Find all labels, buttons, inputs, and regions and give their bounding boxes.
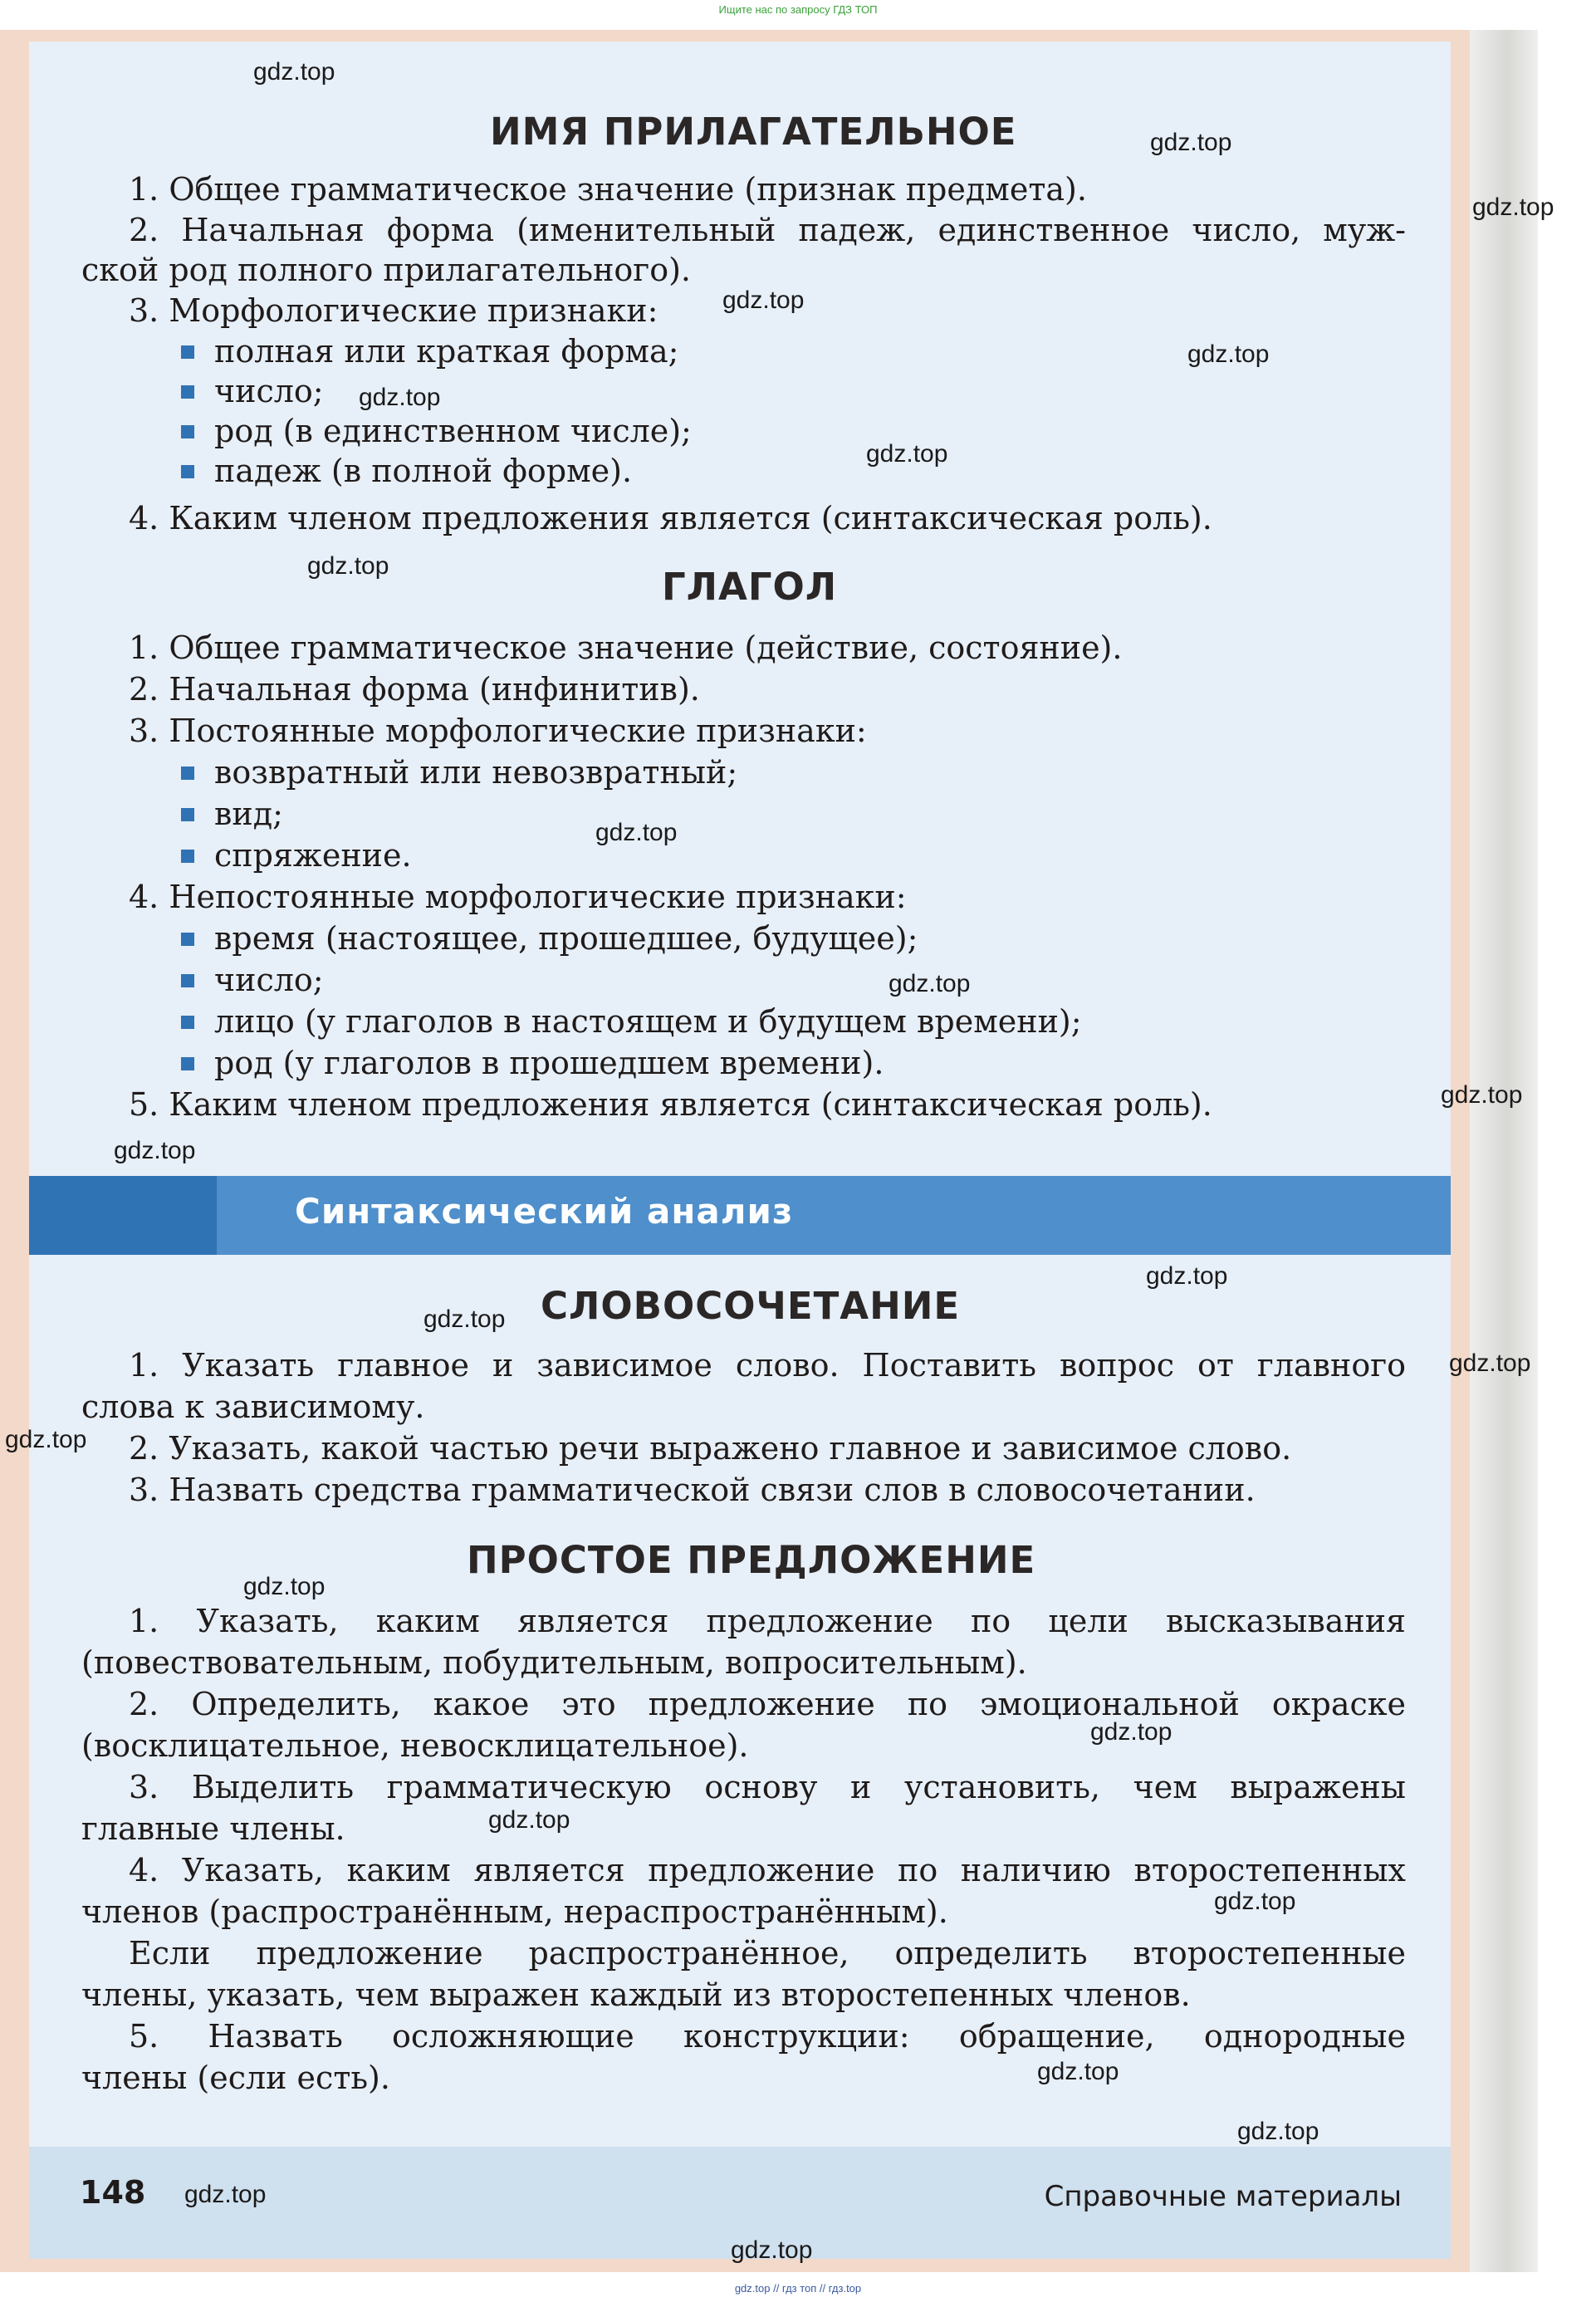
watermark: gdz.top bbox=[1037, 2058, 1119, 2085]
watermark: gdz.top bbox=[866, 440, 948, 468]
watermark: gdz.top bbox=[1214, 1888, 1296, 1915]
sentence-item: (повествовательным, побудительным, вопросительным). bbox=[81, 1644, 1027, 1681]
watermark: gdz.top bbox=[488, 1806, 570, 1834]
watermark: gdz.top bbox=[1187, 340, 1270, 368]
verb-bullet-item: род (у глаголов в прошедшем времени). bbox=[214, 1045, 884, 1081]
phrase-item: 3. Назвать средства грамматической связи слов в словосочетании. bbox=[129, 1472, 1256, 1508]
watermark: gdz.top bbox=[1146, 1262, 1228, 1290]
verb-bullet-item: лицо (у глаголов в настоящем и будущем времени); bbox=[214, 1003, 1082, 1040]
sentence-item: 4. Указать, каким является предложение по наличию второстепенных bbox=[129, 1852, 1406, 1888]
adjective-bullet-item: полная или краткая форма; bbox=[214, 333, 679, 370]
footer-section-title: Справочные материалы bbox=[1044, 2180, 1402, 2213]
watermark: gdz.top bbox=[114, 1137, 196, 1164]
watermark: gdz.top bbox=[253, 58, 335, 86]
verb-item: 3. Постоянные морфологические признаки: bbox=[129, 713, 867, 749]
sentence-item: (восклицательное, невосклицательное). bbox=[81, 1727, 749, 1764]
verb-item: 5. Каким членом предложения является (синтаксическая роль). bbox=[129, 1086, 1212, 1123]
sentence-item: члены, указать, чем выражен каждый из второстепенных членов. bbox=[81, 1976, 1191, 2013]
sentence-item: 3. Выделить грамматическую основу и установить, чем выражены bbox=[129, 1769, 1406, 1805]
sentence-item: 1. Указать, каким является предложение по цели высказывания bbox=[129, 1603, 1406, 1639]
adjective-item: ской род полного прилагательного). bbox=[81, 252, 691, 288]
watermark: gdz.top bbox=[423, 1305, 506, 1333]
verb-bullet-item: время (настоящее, прошедшее, будущее); bbox=[214, 920, 918, 957]
adjective-item: 3. Морфологические признаки: bbox=[129, 292, 658, 329]
verb-heading: ГЛАГОЛ bbox=[662, 565, 838, 609]
verb-bullet-item: вид; bbox=[214, 796, 283, 832]
watermark: gdz.top bbox=[889, 970, 971, 997]
verb-bullet-item: возвратный или невозвратный; bbox=[214, 754, 738, 791]
adjective-item: 2. Начальная форма (именительный падеж, единственное число, муж- bbox=[129, 212, 1406, 248]
watermark: gdz.top bbox=[731, 2236, 813, 2264]
sentence-item: члены (если есть). bbox=[81, 2060, 390, 2096]
watermark: gdz.top bbox=[1090, 1718, 1173, 1746]
watermark: gdz.top bbox=[307, 552, 389, 580]
adjective-bullet-item: число; bbox=[214, 373, 324, 409]
watermark: gdz.top bbox=[1449, 1349, 1531, 1377]
book-spine bbox=[1470, 30, 1538, 2272]
verb-bullet-item: число; bbox=[214, 962, 324, 998]
syntax-section-bar bbox=[29, 1176, 1451, 1255]
sentence-item: 5. Назвать осложняющие конструкции: обращение, однородные bbox=[129, 2018, 1406, 2055]
bottom-note: gdz.top // гдз топ // гдз.top bbox=[734, 2282, 862, 2295]
sentence-heading: ПРОСТОЕ ПРЕДЛОЖЕНИЕ bbox=[467, 1538, 1036, 1582]
adjective-bullet-item: падеж (в полной форме). bbox=[214, 453, 633, 489]
sentence-item: Если предложение распространённое, определить второстепенные bbox=[129, 1935, 1406, 1971]
watermark: gdz.top bbox=[1150, 129, 1232, 156]
phrase-item: 1. Указать главное и зависимое слово. Поставить вопрос от главного bbox=[129, 1347, 1406, 1384]
sentence-item: членов (распространённым, нераспространённым). bbox=[81, 1893, 948, 1930]
phrase-item: слова к зависимому. bbox=[81, 1389, 425, 1425]
adjective-item: 4. Каким членом предложения является (синтаксическая роль). bbox=[129, 500, 1212, 536]
watermark: gdz.top bbox=[359, 384, 441, 411]
verb-item: 1. Общее грамматическое значение (действие, состояние). bbox=[129, 629, 1123, 666]
sentence-item: 2. Определить, какое это предложение по эмоциональной окраске bbox=[129, 1686, 1406, 1722]
phrase-heading: СЛОВОСОЧЕТАНИЕ bbox=[541, 1284, 961, 1328]
verb-item: 4. Непостоянные морфологические признаки: bbox=[129, 879, 907, 915]
verb-bullet-item: спряжение. bbox=[214, 837, 412, 874]
watermark: gdz.top bbox=[1441, 1081, 1523, 1109]
adjective-item: 1. Общее грамматическое значение (признак предмета). bbox=[129, 171, 1087, 208]
adjective-heading: ИМЯ ПРИЛАГАТЕЛЬНОЕ bbox=[490, 110, 1017, 154]
watermark: gdz.top bbox=[722, 287, 805, 314]
top-note: Ищите нас по запросу ГДЗ ТОП bbox=[718, 3, 878, 16]
watermark: gdz.top bbox=[5, 1426, 87, 1453]
syntax-section-title: Синтаксический анализ bbox=[295, 1191, 794, 1232]
sentence-item: главные члены. bbox=[81, 1810, 345, 1847]
watermark: gdz.top bbox=[243, 1573, 326, 1600]
verb-item: 2. Начальная форма (инфинитив). bbox=[129, 671, 700, 708]
page-number: 148 bbox=[80, 2174, 146, 2211]
adjective-bullet-item: род (в единственном числе); bbox=[214, 413, 692, 449]
watermark: gdz.top bbox=[184, 2181, 267, 2208]
watermark: gdz.top bbox=[1237, 2118, 1319, 2145]
watermark: gdz.top bbox=[595, 819, 678, 846]
watermark: gdz.top bbox=[1472, 193, 1554, 221]
section-bar-accent bbox=[29, 1176, 217, 1255]
phrase-item: 2. Указать, какой частью речи выражено главное и зависимое слово. bbox=[129, 1430, 1292, 1467]
